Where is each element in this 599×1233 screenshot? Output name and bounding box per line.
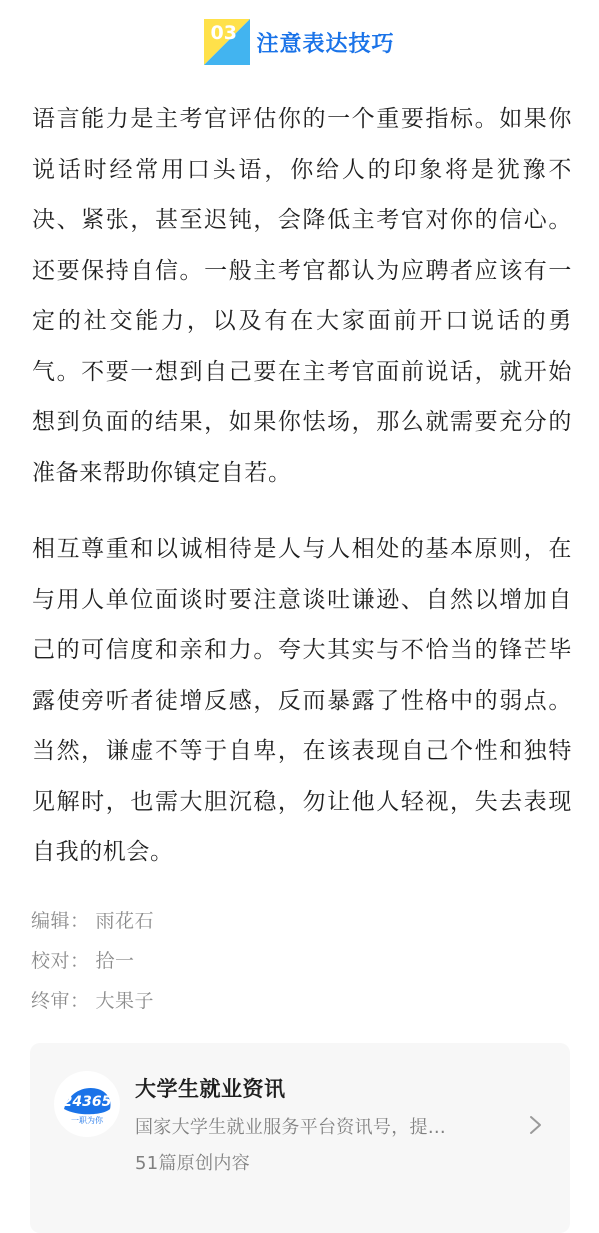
credit-editor xyxy=(31,906,154,933)
chevron-right-icon[interactable] xyxy=(526,1113,546,1137)
account-logo xyxy=(54,1071,120,1137)
account-description: 国家大学生就业服务平台资讯号，提… xyxy=(135,1117,447,1138)
account-article-count: 51篇原创内容 xyxy=(135,1153,251,1174)
credit-proofreader-label: 校对： xyxy=(31,950,90,972)
section-number-badge xyxy=(204,19,250,65)
credit-final-review xyxy=(31,986,154,1013)
credit-proofreader-value: 拾一 xyxy=(95,950,135,972)
section-header-inner xyxy=(204,19,394,65)
body-paragraph-1: 语言能力是主考官评估你的一个重要指标。如果你说话时经常用口头语，你给人的印象将是犹豫不决、紧张，甚至迟钝，会降低主考官对你的信心。还要保持自信。一般主考官都认为应聘者应该有一定的社交能力，以及有在大家面前开口说话的勇气。不要一想到自己要在主考官面前说话，就开始想到负面的结果，如果你怯场，那么就需要充分的准备来帮助你镇定自若。 xyxy=(32,106,572,486)
credit-editor-label: 编辑： xyxy=(31,910,90,932)
account-logo-icon xyxy=(54,1071,120,1137)
section-header xyxy=(0,18,599,66)
section-title: 注意表达技巧 xyxy=(256,31,395,57)
logo-tagline: 一职为你 xyxy=(71,1116,103,1125)
section-number: 03 xyxy=(210,22,237,44)
body-paragraph-2: 相互尊重和以诚相待是人与人相处的基本原则，在与用人单位面谈时要注意谈吐谦逊、自然以增加自己的可信度和亲和力。夸大其实与不恰当的锋芒毕露使旁听者徒增反感，反而暴露了性格中的弱点。当然，谦虚不等于自卑，在该表现自己个性和独特见解时，也需大胆沉稳，勿让他人轻视，失去表现自我的机会。 xyxy=(32,536,572,865)
credit-proofreader xyxy=(31,946,135,973)
logo-number: 24365 xyxy=(62,1094,112,1110)
credit-final-review-label: 终审： xyxy=(31,990,90,1012)
account-card[interactable] xyxy=(30,1043,570,1233)
credit-final-review-value: 大果子 xyxy=(95,990,155,1012)
account-name: 大学生就业资讯 xyxy=(135,1077,286,1101)
credit-editor-value: 雨花石 xyxy=(95,910,155,932)
